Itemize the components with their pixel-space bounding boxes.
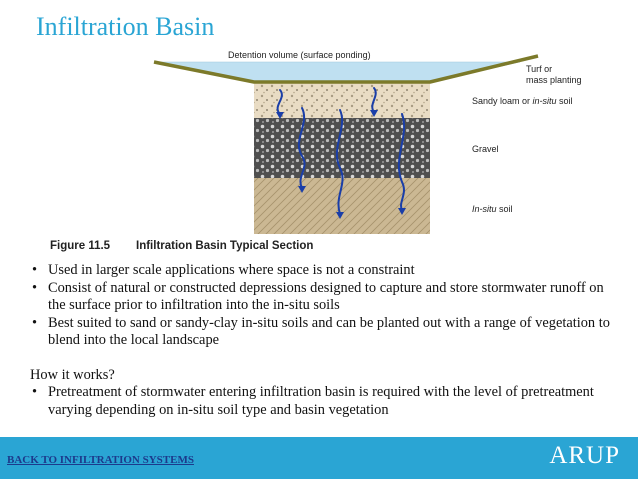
- arup-logo: ARUP: [549, 442, 620, 469]
- how-it-works-heading: How it works?: [30, 366, 115, 383]
- bullet-item: • Used in larger scale applications where space is not a constraint: [32, 262, 415, 278]
- bullet-item: • Pretreatment of stormwater entering infiltration basin is required with the level of pretreatment varying depending on in-situ soil type and basin vegetation: [32, 384, 594, 418]
- bullet-item: • Consist of natural or constructed depressions designed to capture and store stormwater runoff on the surface prior to infiltration into the in-situ soils: [32, 279, 604, 313]
- footer-bar: [0, 437, 638, 479]
- page-title: Infiltration Basin: [36, 12, 215, 41]
- label-turf-line2: mass planting: [526, 75, 582, 85]
- figure-caption-number: Figure 11.5: [50, 240, 111, 252]
- label-turf-line1: Turf or: [526, 64, 553, 74]
- bullet-item: • Best suited to sand or sandy-clay in-situ soils and can be planted out with a range of vegetation to blend into the local landscape: [32, 314, 610, 348]
- label-sandy-loam: Sandy loam or in-situ soil: [472, 96, 573, 106]
- label-detention: Detention volume (surface ponding): [228, 50, 371, 60]
- label-in-situ-soil: In-situ soil: [472, 204, 513, 214]
- back-to-infiltration-systems-link[interactable]: BACK TO INFILTRATION SYSTEMS: [7, 454, 194, 466]
- infiltration-basin-figure: [40, 44, 600, 256]
- label-gravel: Gravel: [472, 144, 499, 154]
- figure-caption-title: Infiltration Basin Typical Section: [136, 240, 314, 252]
- bullet-list: [30, 262, 620, 419]
